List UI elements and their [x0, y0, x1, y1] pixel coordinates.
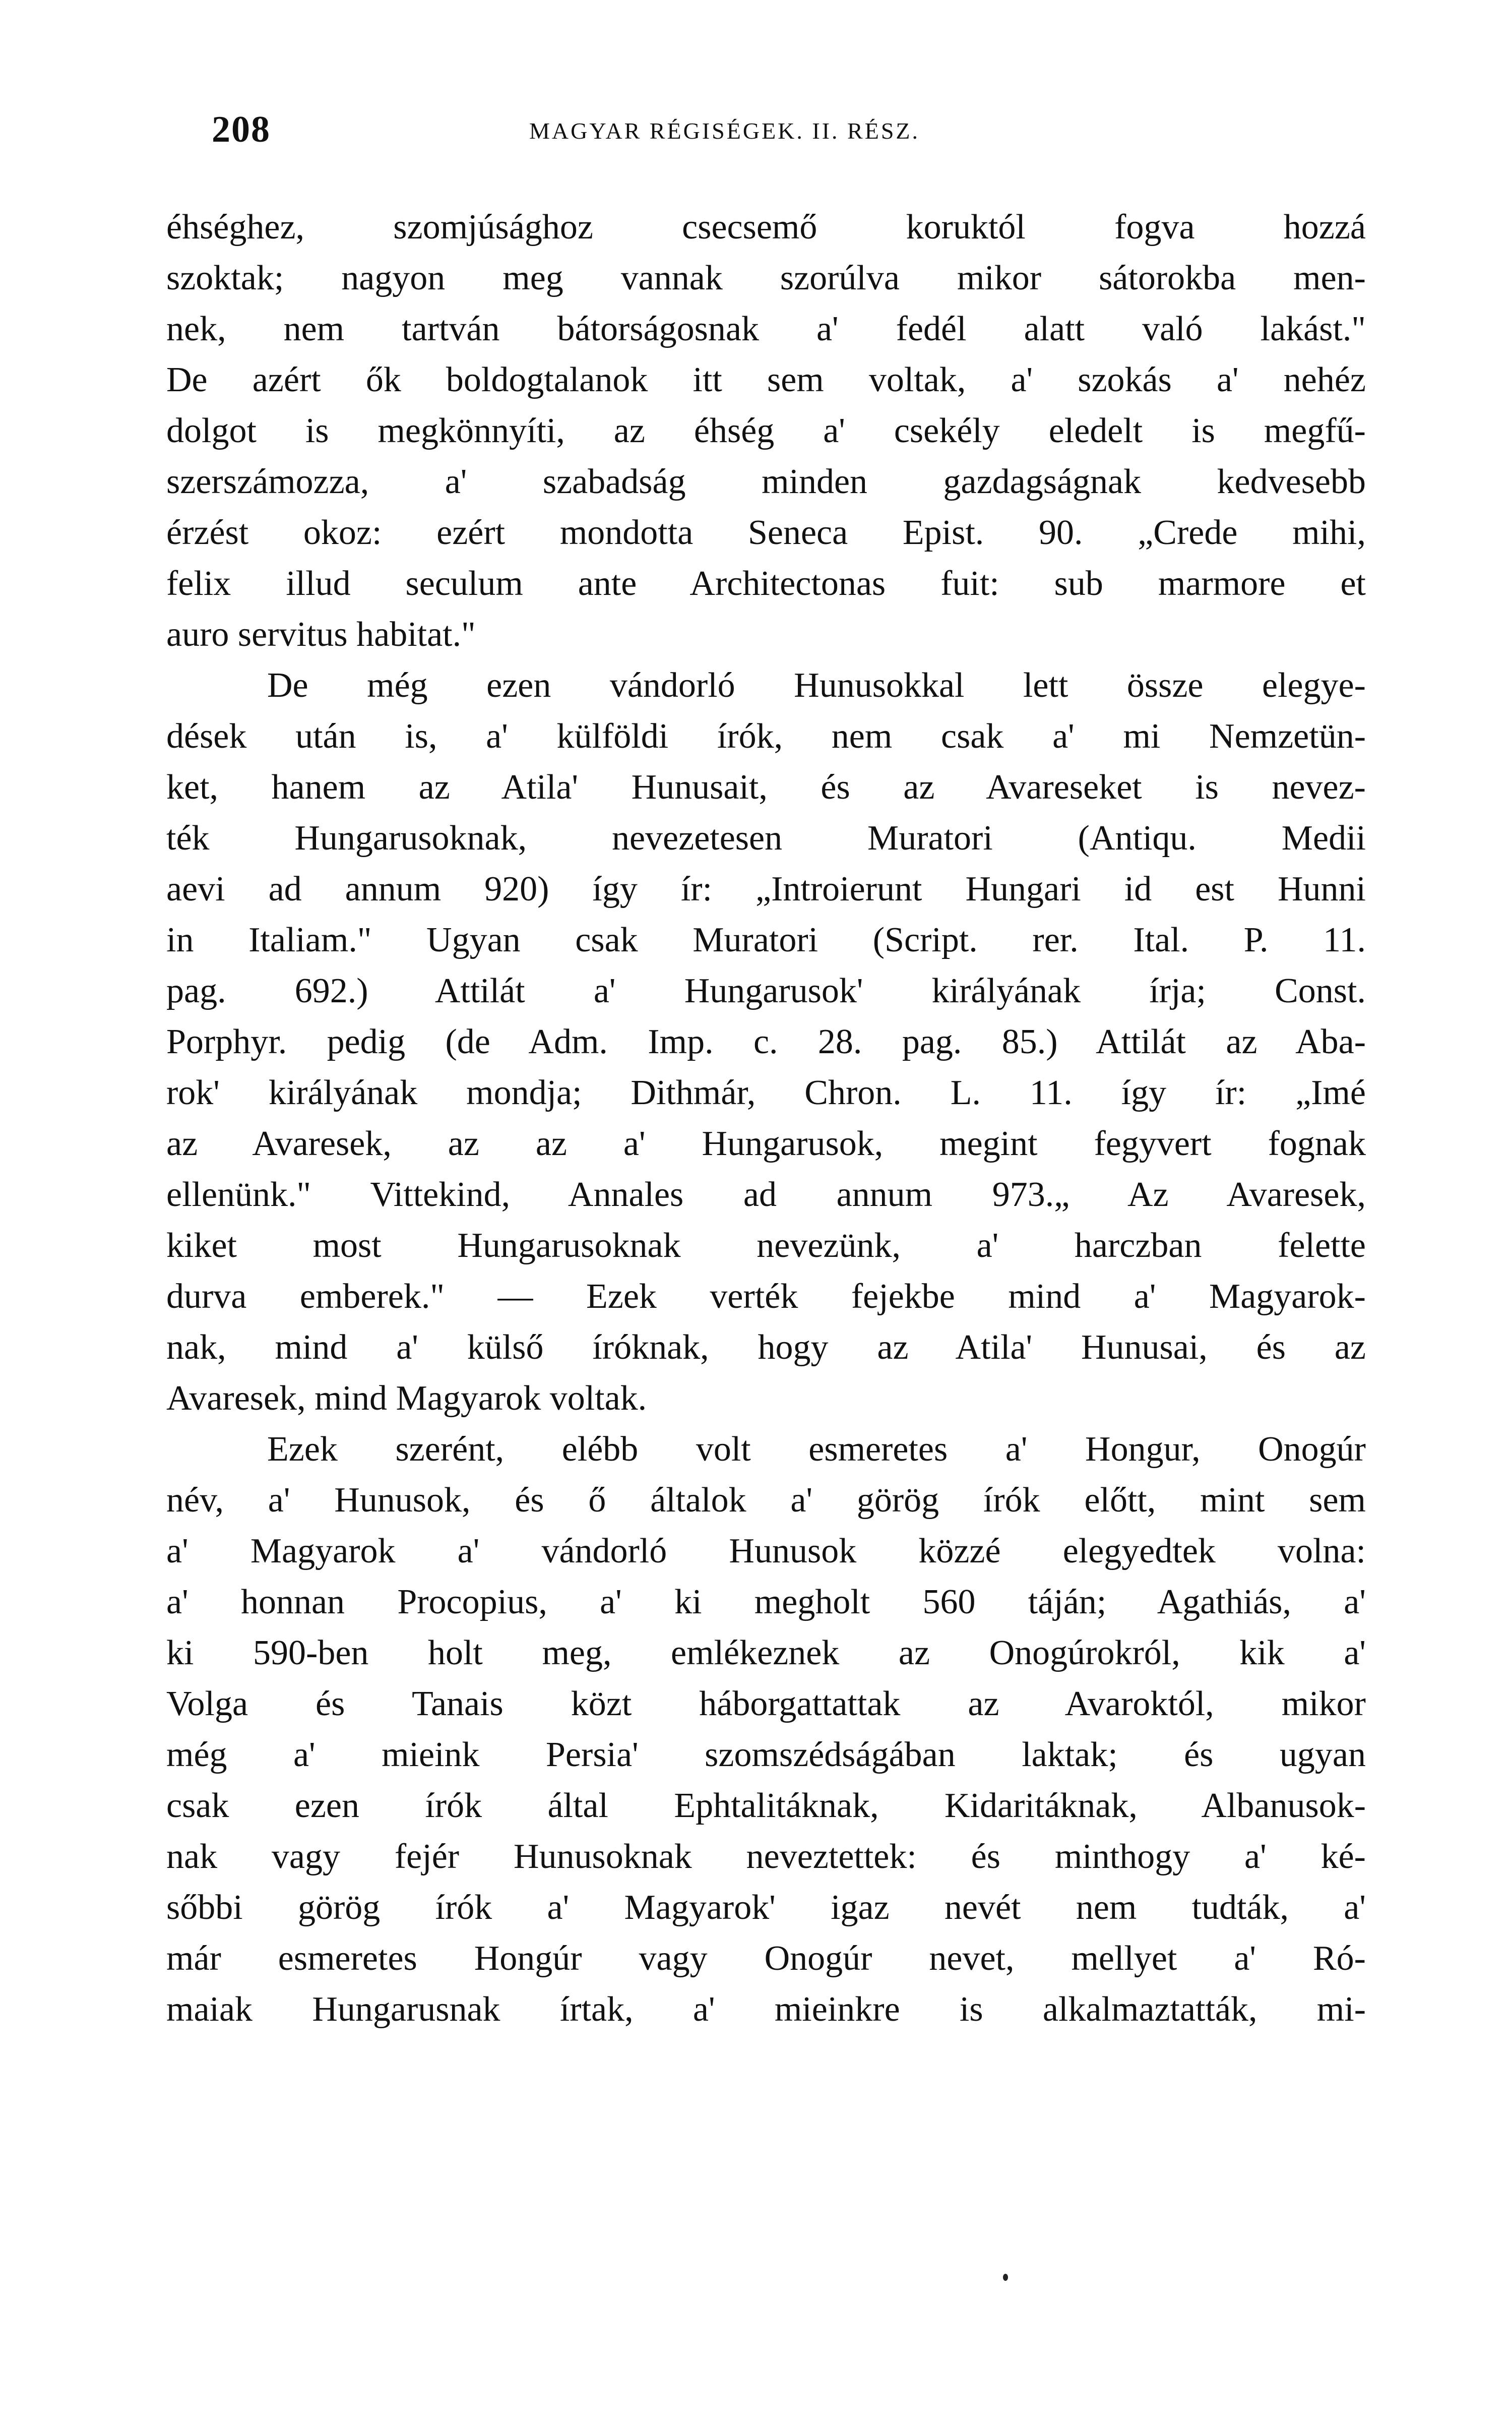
text-line: Porphyr. pedig (de Adm. Imp. c. 28. pag. 85.) Attilát az Aba-: [166, 1022, 1366, 1061]
text-line: nak vagy fejér Hunusoknak neveztettek: és minthogy a' ké-: [166, 1837, 1366, 1876]
paragraph-start-line: De még ezen vándorló Hunusokkal lett össze elegye-: [267, 666, 1366, 705]
text-line: aevi ad annum 920) így ír: „Introierunt Hungari id est Hunni: [166, 870, 1366, 909]
text-line: in Italiam." Ugyan csak Muratori (Script. rer. Ital. P. 11.: [166, 921, 1366, 959]
text-line: rok' királyának mondja; Dithmár, Chron. L. 11. így ír: „Imé: [166, 1073, 1366, 1112]
text-line: már esmeretes Hongúr vagy Onogúr nevet, mellyet a' Ró-: [166, 1939, 1366, 1978]
text-line: kiket most Hungarusoknak nevezünk, a' harczban felette: [166, 1226, 1366, 1265]
ink-speck: [1003, 2274, 1008, 2281]
text-line: Avaresek, mind Magyarok voltak.: [166, 1379, 647, 1418]
text-line: maiak Hungarusnak írtak, a' mieinkre is alkalmaztatták, mi-: [166, 1990, 1366, 2029]
text-line: éhséghez, szomjúsághoz csecsemő koruktól fogva hozzá: [166, 208, 1366, 247]
text-line: De azért ők boldogtalanok itt sem voltak, a' szokás a' nehéz: [166, 360, 1366, 399]
text-line: Volga és Tanais közt háborgattattak az Avaroktól, mikor: [166, 1684, 1366, 1723]
text-line: dolgot is megkönnyíti, az éhség a' csekély eledelt is megfű-: [166, 411, 1366, 450]
text-line: pag. 692.) Attilát a' Hungarusok' királyának írja; Const.: [166, 972, 1366, 1010]
text-line: az Avaresek, az az a' Hungarusok, megint fegyvert fognak: [166, 1124, 1366, 1163]
text-line: ket, hanem az Atila' Hunusait, és az Avareseket is nevez-: [166, 768, 1366, 807]
text-line: dések után is, a' külföldi írók, nem csak a' mi Nemzetün-: [166, 717, 1366, 756]
running-title: MAGYAR RÉGISÉGEK. II. RÉSZ.: [529, 118, 920, 144]
text-line: érzést okoz: ezért mondotta Seneca Epist. 90. „Crede mihi,: [166, 513, 1366, 552]
text-line: felix illud seculum ante Architectonas fuit: sub marmore et: [166, 564, 1366, 603]
text-line: szerszámozza, a' szabadság minden gazdagságnak kedvesebb: [166, 462, 1366, 501]
text-line: ték Hungarusoknak, nevezetesen Muratori (Antiqu. Medii: [166, 819, 1366, 858]
text-line: nek, nem tartván bátorságosnak a' fedél alatt való lakást.": [166, 310, 1366, 348]
text-line: név, a' Hunusok, és ő általok a' görög írók előtt, mint sem: [166, 1481, 1366, 1520]
text-line: szoktak; nagyon meg vannak szorúlva mikor sátorokba men-: [166, 259, 1366, 297]
text-line: csak ezen írók által Ephtalitáknak, Kidaritáknak, Albanusok-: [166, 1786, 1366, 1825]
text-line: a' honnan Procopius, a' ki megholt 560 táján; Agathiás, a': [166, 1583, 1366, 1621]
text-line: nak, mind a' külső íróknak, hogy az Atila' Hunusai, és az: [166, 1328, 1366, 1367]
body-text: [166, 202, 1366, 2035]
text-line: a' Magyarok a' vándorló Hunusok közzé elegyedtek volna:: [166, 1532, 1366, 1570]
text-line: ki 590-ben holt meg, emlékeznek az Onogúrokról, kik a': [166, 1634, 1366, 1672]
text-line: auro servitus habitat.": [166, 615, 476, 654]
text-line: durva emberek." — Ezek verték fejekbe mind a' Magyarok-: [166, 1277, 1366, 1316]
text-line: ellenünk." Vittekind, Annales ad annum 973.„ Az Avaresek,: [166, 1175, 1366, 1214]
text-line: még a' mieink Persia' szomszédságában laktak; és ugyan: [166, 1735, 1366, 1774]
paragraph-start-line: Ezek szerént, elébb volt esmeretes a' Hongur, Onogúr: [267, 1430, 1366, 1469]
text-line: sőbbi görög írók a' Magyarok' igaz nevét nem tudták, a': [166, 1888, 1366, 1927]
page-number: 208: [212, 109, 271, 150]
running-head: [166, 108, 1366, 159]
